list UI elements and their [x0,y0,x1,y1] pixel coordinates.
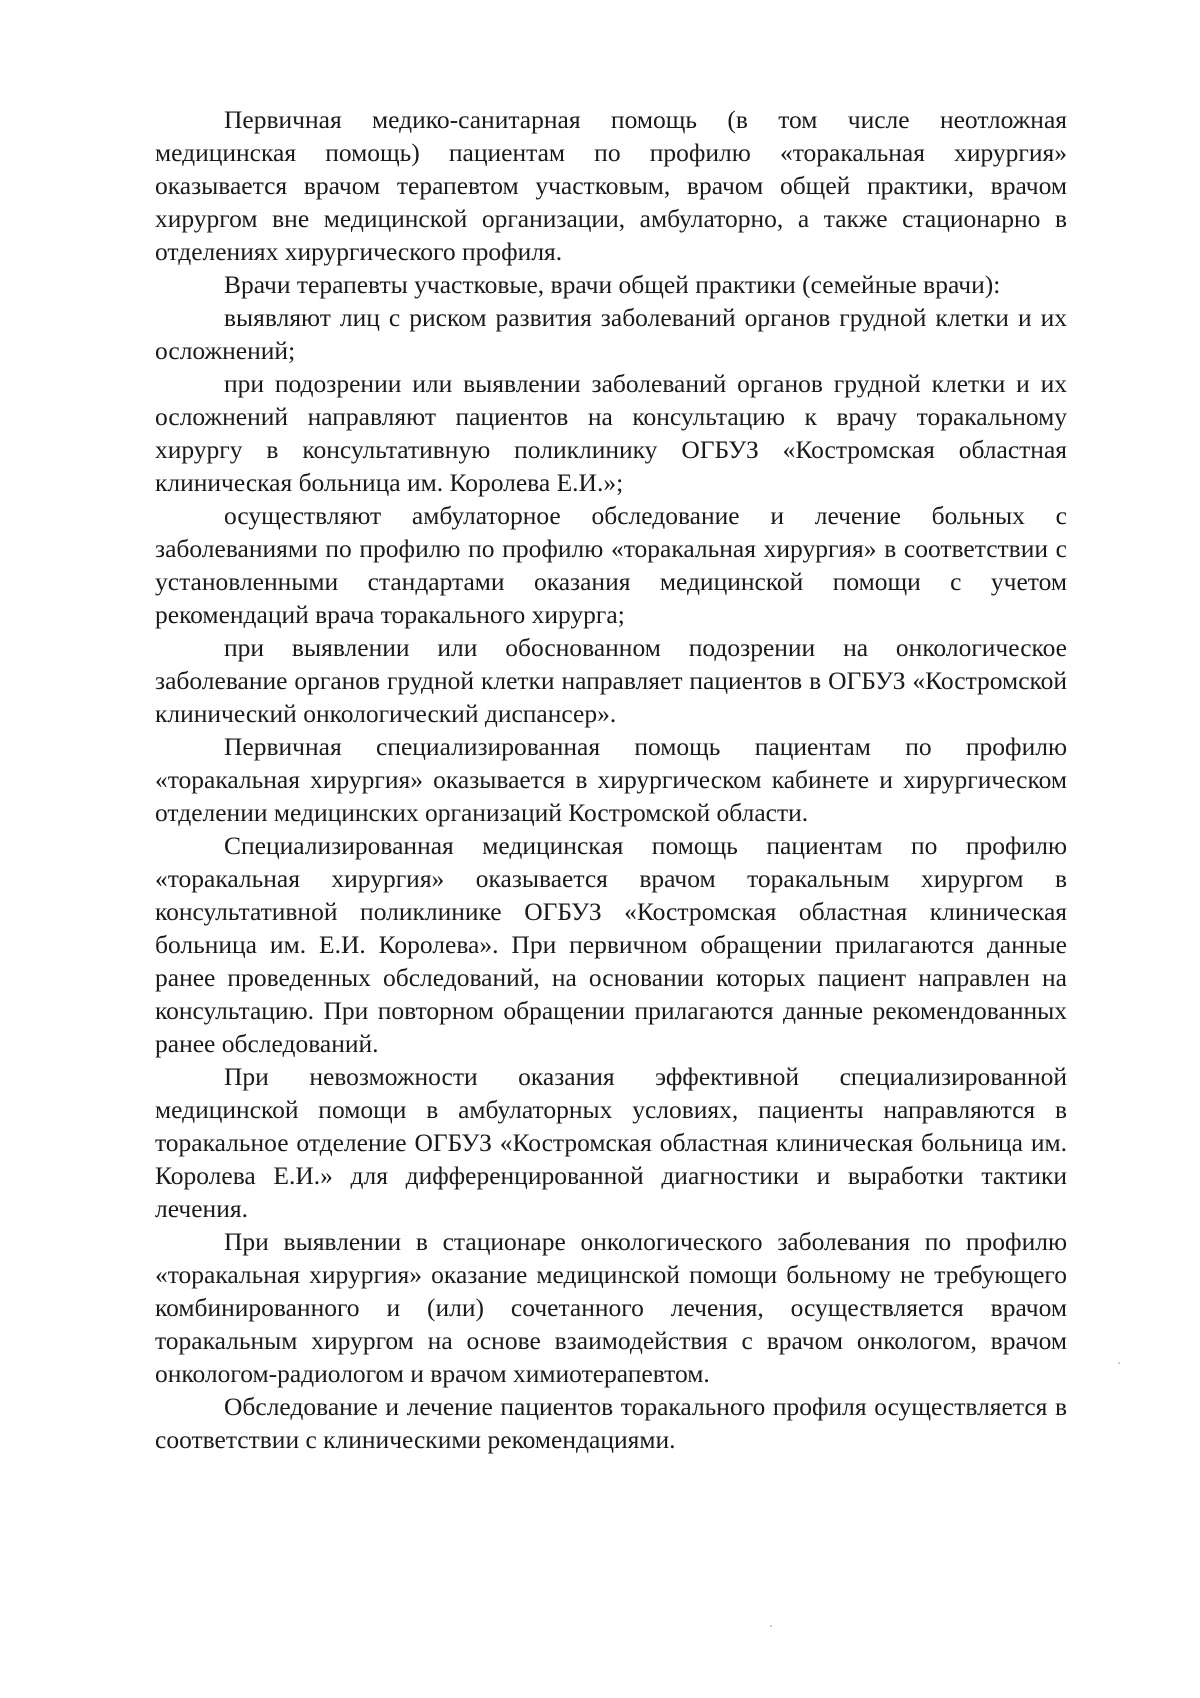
paragraph-therapists-intro: Врачи терапевты участковые, врачи общей практики (семейные врачи): [224,270,1001,299]
paragraph-primary-care: Первичная медико-санитарная помощь (в том числе неотложная медицинская помощь) пациентам по профилю «торакальная хирургия» оказывается врачом терапевтом участковым, врачом общей практики, врачом хирургом вне медицинской организации, амбулаторно, а также стационарно в отделениях хирургического профиля. [155,105,1067,266]
list-item-referral: при подозрении или выявлении заболеваний органов грудной клетки и их осложнений направляют пациентов на консультацию к врачу торакальному хирургу в консультативную поликлинику ОГБУЗ «Костромская областная клиническая больница им. Королева Е.И.»; [155,369,1067,497]
paragraph-clinical-guidelines: Обследование и лечение пациентов торакального профиля осуществляется в соответствии с клиническими рекомендациями. [155,1392,1067,1454]
document-body [155,103,1067,1456]
paragraph-primary-specialized-care: Первичная специализированная помощь пациентам по профилю «торакальная хирургия» оказывается в хирургическом кабинете и хирургическом отделении медицинских организаций Костромской области. [155,732,1067,827]
list-item-risk-detection: выявляют лиц с риском развития заболеваний органов грудной клетки и их осложнений; [155,303,1067,365]
scan-speck [770,1625,772,1627]
list-item-oncology-referral: при выявлении или обоснованном подозрении на онкологическое заболевание органов грудной клетки направляет пациентов в ОГБУЗ «Костромской клинический онкологический диспансер». [155,633,1067,728]
paragraph-hospital-referral: При невозможности оказания эффективной специализированной медицинской помощи в амбулаторных условиях, пациенты направляются в торакальное отделение ОГБУЗ «Костромская областная клиническая больница им. Королева Е.И.» для дифференцированной диагностики и выработки тактики лечения. [155,1062,1067,1223]
list-item-outpatient-treatment: осуществляют амбулаторное обследование и лечение больных с заболеваниями по профилю по профилю «торакальная хирургия» в соответствии с установленными стандартами оказания медицинской помощи с учетом рекомендаций врача торакального хирурга; [155,501,1067,629]
scan-speck [1118,1362,1120,1364]
paragraph-specialized-care: Специализированная медицинская помощь пациентам по профилю «торакальная хирургия» оказывается врачом торакальным хирургом в консультативной поликлинике ОГБУЗ «Костромская областная клиническая больница им. Е.И. Королева». При первичном обращении прилагаются данные ранее проведенных обследований, на основании которых пациент направлен на консультацию. При повторном обращении прилагаются данные рекомендованных ранее обследований. [155,831,1067,1058]
paragraph-oncology-in-hospital: При выявлении в стационаре онкологического заболевания по профилю «торакальная хирургия» оказание медицинской помощи больному не требующего комбинированного и (или) сочетанного лечения, осуществляется врачом торакальным хирургом на основе взаимодействия с врачом онкологом, врачом онкологом-радиологом и врачом химиотерапевтом. [155,1227,1067,1388]
